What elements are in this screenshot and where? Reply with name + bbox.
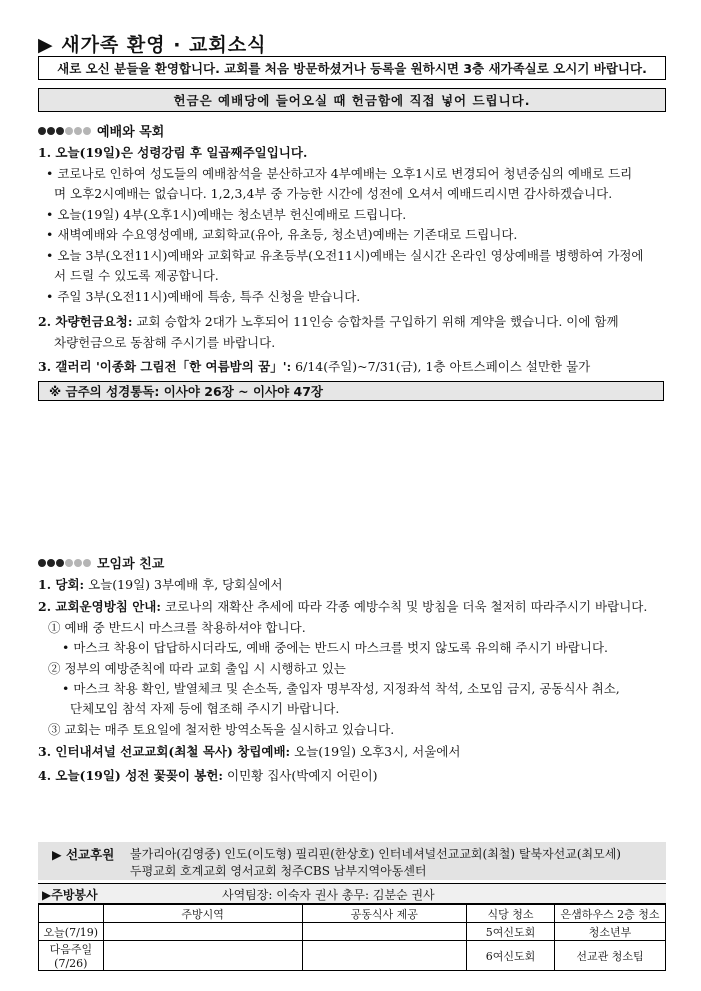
mission-support-line: 불가리아(김영중) 인도(이도형) 필리핀(한상호) 인터네셔널선교교회(최철) 탈북자선교(최모세) [130,847,621,861]
table-cell [103,941,302,971]
table-cell: 5여신도회 [466,923,554,941]
offering-text: 헌금은 예배당에 들어오실 때 헌금함에 직접 넣어 드립니다. [173,93,531,108]
notice-bullet: • 주일 3부(오전11시)예배에 특송, 특주 신청을 받습니다. [46,289,361,304]
mission-support-line: 두평교회 호계교회 영서교회 청주CBS 남부지역아동센터 [130,864,427,878]
table-cell: 오늘(7/19) [39,923,104,941]
kitchen-service-bar [38,883,666,904]
section-title: 예배와 목회 [97,125,165,140]
notice-item: 1. 당회: 오늘(19일) 3부예배 후, 당회실에서 [38,577,283,592]
table-header-cell: 은샘하우스 2층 청소 [555,905,666,923]
notice-subitem: ③ 교회는 매주 토요일에 철저한 방역소독을 실시하고 있습니다. [48,722,395,737]
notice-bullet: • 새벽예배와 수요영성예배, 교회학교(유아, 유초등, 청소년)예배는 기존대로 드립니다. [46,227,518,242]
table-cell [302,941,466,971]
table-cell [103,923,302,941]
welcome-text: 새로 오신 분들을 환영합니다. 교회를 처음 방문하셨거나 등록을 원하시면 3층 새가족실로 오시기 바랍니다. [57,61,647,76]
mission-support-label: ▶ 선교후원 [52,847,115,862]
bullet-dots-icon [38,127,91,135]
bible-reading-box [38,381,664,401]
welcome-box [38,56,666,80]
notice-item: 3. 인터내셔널 선교교회(최철 목사) 창립예배: 오늘(19일) 오후3시, 서울에서 [38,744,461,759]
table-header-cell [39,905,104,923]
table-row [39,923,666,941]
notice-item: 2. 차량헌금요청: 교회 승합차 2대가 노후되어 11인승 승합차를 구입하기 위해 계약을 했습니다. 이에 함께 [38,314,619,329]
table-cell [302,923,466,941]
section-heading-fellowship [38,553,164,572]
notice-bullet: • 코로나로 인하여 성도들의 예배참석을 분산하고자 4부예배는 오후1시로 변경되어 청년중심의 예배로 드리 [46,166,633,181]
notice-bullet: • 마스크 착용이 답답하시더라도, 예배 중에는 반드시 마스크를 벗지 않도록 유의해 주시기 바랍니다. [62,640,609,655]
notice-bullet: • 오늘(19일) 4부(오후1시)예배는 청소년부 헌신예배로 드립니다. [46,207,407,222]
notice-item: 1. 오늘(19일)은 성령강림 후 일곱째주일입니다. [38,145,308,160]
section-heading-worship [38,121,164,140]
notice-subitem: ② 정부의 예방준칙에 따라 교회 출입 시 시행하고 있는 [48,661,346,676]
offering-box [38,88,666,112]
notice-bullet: 며 오후2시예배는 없습니다. 1,2,3,4부 중 가능한 시간에 성전에 오셔서 예배드리시면 감사하겠습니다. [54,186,613,201]
kitchen-schedule-table [38,904,666,971]
mission-support-box [38,842,666,880]
notice-bullet: • 오늘 3부(오전11시)예배와 교회학교 유초등부(오전11시)예배는 실시간 온라인 영상예배를 병행하여 가정에 [46,248,644,263]
table-cell: 청소년부 [555,923,666,941]
table-header-cell: 주방시역 [103,905,302,923]
table-cell: 6여신도회 [466,941,554,971]
notice-item: 2. 교회운영방침 안내: 코로나의 재확산 추세에 따라 각종 예방수칙 및 방침을 더욱 철저히 따라주시기 바랍니다. [38,599,648,614]
notice-bullet: 서 드릴 수 있도록 제공합니다. [54,268,219,283]
table-header-row [39,905,666,923]
notice-item: 4. 오늘(19일) 성전 꽃꽂이 봉헌: 이민황 집사(박예지 어린이) [38,768,378,783]
kitchen-service-leaders: 사역팀장: 이숙자 권사 총무: 김분순 권사 [222,888,435,902]
notice-item-cont: 차량헌금으로 동참해 주시기를 바랍니다. [54,335,276,350]
table-header-cell: 식당 청소 [466,905,554,923]
notice-item: 3. 갤러리 '이종화 그림전「한 여름밤의 꿈」': 6/14(주일)~7/31(금), 1층 아트스페이스 설만한 물가 [38,359,591,374]
bullet-dots-icon [38,559,91,567]
bible-reading-text: ※ 금주의 성경통독: 이사야 26장 ~ 이사야 47장 [49,384,324,399]
notice-bullet: 단체모임 참석 자제 등에 협조해 주시기 바랍니다. [70,701,340,716]
kitchen-service-label: ▶주방봉사 [42,888,98,902]
table-header-cell: 공동식사 제공 [302,905,466,923]
table-cell: 선교관 청소팀 [555,941,666,971]
table-row [39,941,666,971]
notice-bullet: • 마스크 착용 확인, 발열체크 및 손소독, 출입자 명부작성, 지정좌석 착석, 소모임 금지, 공동식사 취소, [62,681,620,696]
table-cell: 다음주일(7/26) [39,941,104,971]
section-title: 모임과 친교 [97,557,165,572]
page-title: ▶ 새가족 환영 · 교회소식 [38,34,267,56]
notice-subitem: ① 예배 중 반드시 마스크를 착용하셔야 합니다. [48,620,306,635]
